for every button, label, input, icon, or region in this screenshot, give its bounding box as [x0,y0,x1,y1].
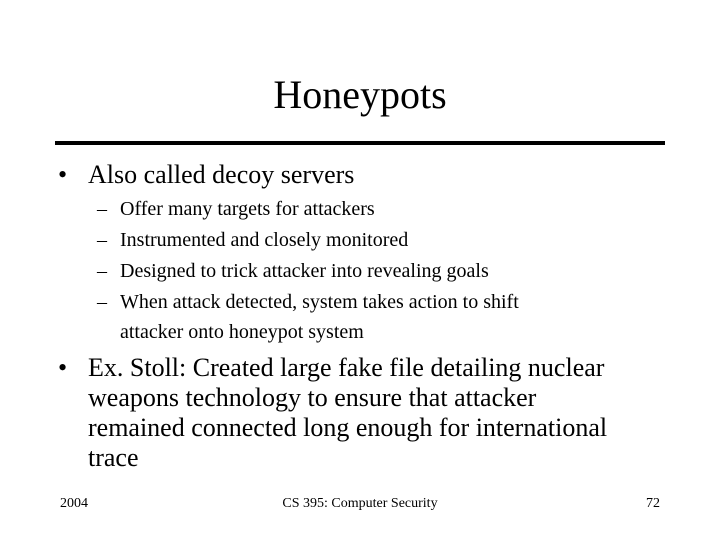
sub-bullet-marker: – [97,198,107,220]
sub-bullet-marker: – [97,229,107,251]
sub-bullet-line: When attack detected, system takes action to shift [120,291,519,313]
sub-bullet-line: attacker onto honeypot system [120,321,364,343]
bullet-line: weapons technology to ensure that attacker [88,383,537,412]
sub-bullet-text: Instrumented and closely monitored [120,229,409,251]
bullet-line: remained connected long enough for international [88,413,608,442]
sub-bullet-text [120,287,640,347]
sub-bullet-text: Offer many targets for attackers [120,198,375,220]
sub-bullet-marker: – [97,260,107,282]
bullet-text [88,353,678,473]
bullet-line: trace [88,443,139,472]
sub-bullet-item [97,194,657,224]
footer-year: 2004 [60,496,88,511]
bullet-item [58,353,668,473]
bullet-line: Ex. Stoll: Created large fake file detailing nuclear [88,353,605,382]
bullet-item [58,160,618,192]
sub-bullet-item [97,287,657,347]
sub-bullet-marker: – [97,291,107,313]
sub-bullet-text: Designed to trick attacker into revealing goals [120,260,489,282]
slide-title: Honeypots [273,72,447,117]
bullet-marker: • [58,353,68,382]
title-divider [55,141,665,145]
footer-page-number: 72 [646,496,660,511]
sub-bullet-item [97,225,657,255]
sub-bullet-item [97,256,657,286]
bullet-marker: • [58,160,68,189]
footer-course: CS 395: Computer Security [282,496,438,511]
bullet-text: Also called decoy servers [88,160,355,189]
